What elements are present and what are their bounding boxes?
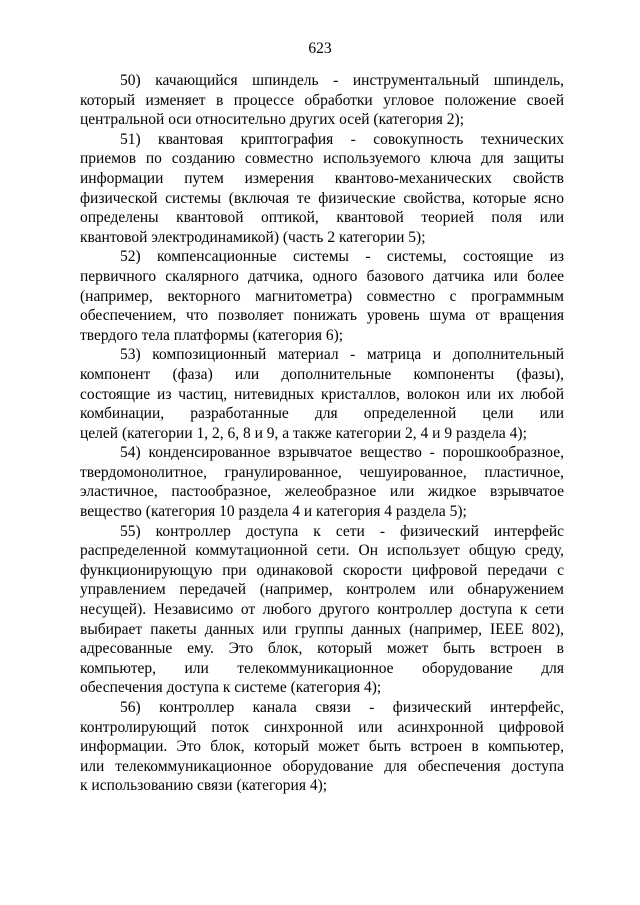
page-number: 623 xyxy=(308,40,332,57)
text-line: 53) композиционный материал - матрица и дополнительный xyxy=(120,346,564,364)
document-body xyxy=(80,71,564,796)
text-line: (например, векторного магнитометра) совместно с программным xyxy=(80,287,564,305)
text-line: контролирующий поток синхронной или асинхронной цифровой xyxy=(80,718,564,736)
text-line: управлением передачей (например, контролем или обнаружением xyxy=(80,581,564,599)
text-line: обеспечением, что позволяет понижать уровень шума от вращения xyxy=(80,307,564,325)
text-line: эластичное, пастообразное, желеобразное или жидкое взрывчатое xyxy=(80,483,564,501)
text-line: 56) контроллер канала связи - физический интерфейс, xyxy=(120,699,564,716)
text-line: несущей). Независимо от любого другого контроллер доступа к сети xyxy=(80,601,564,619)
text-line: функционирующую при одинаковой скорости цифровой передачи с xyxy=(80,561,564,579)
text-line: твердого тела платформы (категория 6); xyxy=(80,326,344,344)
text-line: который изменяет в процессе обработки угловое положение своей xyxy=(80,91,564,109)
text-line: первичного скалярного датчика, одного базового датчика или более xyxy=(80,267,564,285)
text-line: 52) компенсационные системы - системы, состоящие из xyxy=(120,248,564,266)
definition-item xyxy=(80,698,564,796)
text-line: выбирает пакеты данных или группы данных (например, IEEE 802), xyxy=(80,620,564,638)
text-line: информации путем измерения квантово-механических свойств xyxy=(80,169,564,187)
definition-item xyxy=(80,443,564,521)
text-line: 50) качающийся шпиндель - инструментальный шпиндель, xyxy=(120,72,564,89)
text-line: или телекоммуникационное оборудование для обеспечения доступа xyxy=(80,757,564,775)
text-line: компьютер, или телекоммуникационное оборудование для xyxy=(80,659,564,677)
text-line: адресованные ему. Это блок, который может быть встроен в xyxy=(80,640,564,658)
text-line: твердомонолитное, гранулированное, чешуированное, пластичное, xyxy=(80,463,564,481)
text-line: центральной оси относительно других осей (категория 2); xyxy=(80,111,464,129)
text-line: определены квантовой оптикой, квантовой теорией поля или xyxy=(80,209,564,227)
text-line: целей (категории 1, 2, 6, 8 и 9, а также категории 2, 4 и 9 раздела 4); xyxy=(80,424,527,442)
text-line: информации. Это блок, который может быть встроен в компьютер, xyxy=(80,738,564,756)
text-line: компонент (фаза) или дополнительные компоненты (фазы), xyxy=(80,365,564,383)
text-line: 54) конденсированное взрывчатое вещество - порошкообразное, xyxy=(120,444,564,462)
text-line: состоящие из частиц, нитевидных кристаллов, волокон или их любой xyxy=(80,385,564,403)
text-line: распределенной коммутационной сети. Он использует общую среду, xyxy=(80,542,564,560)
definition-item xyxy=(80,130,564,248)
definition-item xyxy=(80,345,564,443)
text-line: физической системы (включая те физические свойства, которые ясно xyxy=(80,189,564,207)
text-line: обеспечения доступа к системе (категория 4); xyxy=(80,679,382,697)
text-line: 55) контроллер доступа к сети - физический интерфейс xyxy=(120,522,564,540)
text-line: приемов по созданию совместно используемого ключа для защиты xyxy=(80,150,564,168)
text-line: квантовой электродинамикой) (часть 2 категории 5); xyxy=(80,228,426,246)
text-line: вещество (категория 10 раздела 4 и категория 4 раздела 5); xyxy=(80,503,467,521)
text-line: к использованию связи (категория 4); xyxy=(80,777,328,795)
definition-item xyxy=(80,71,564,130)
text-line: 51) квантовая криптография - совокупность технических xyxy=(120,130,564,148)
definition-item xyxy=(80,522,564,698)
definition-item xyxy=(80,247,564,345)
text-line: комбинации, разработанные для определенной цели или xyxy=(80,405,564,423)
